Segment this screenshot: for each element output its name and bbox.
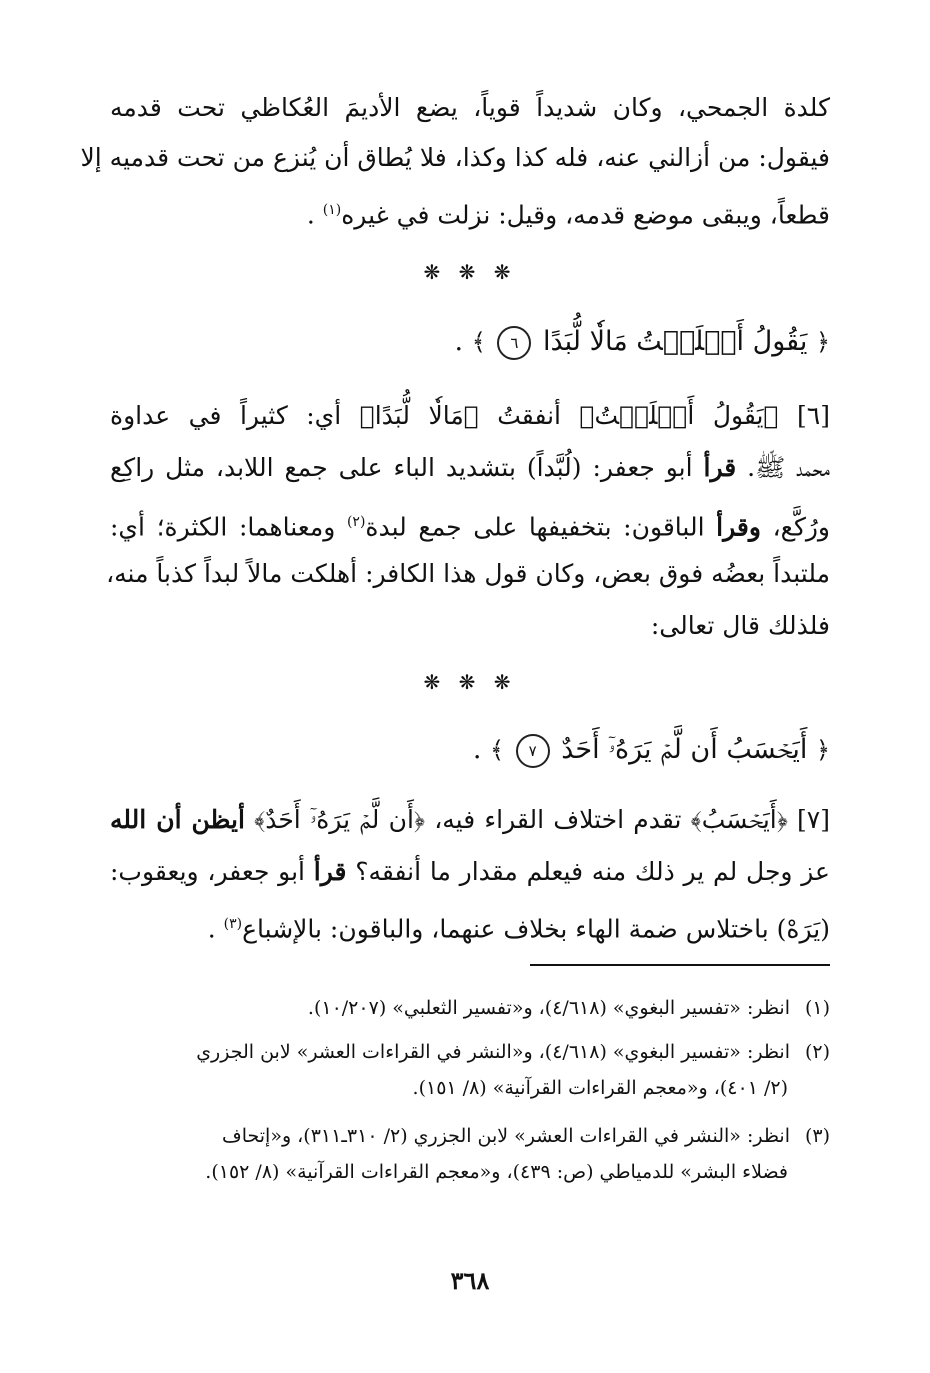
paragraph-line: عز وجل لم ير ذلك منه فيعلم مقدار ما أنفقه؟ قرأ أبو جعفر، ويعقوب:: [110, 857, 830, 886]
paragraph-line: كلدة الجمحي، وكان شديداً قوياً، يضع الأديمَ العُكاظي تحت قدمه: [110, 93, 830, 122]
paragraph-line: قطعاً، ويبقى موضع قدمه، وقيل: نزلت في غيره$^{(١)}$ .: [306, 200, 830, 230]
footnote-3-cont: فضلاء البشر» للدمياطي (ص: ٤٣٩)، و«معجم القراءات القرآنية» (٨/ ١٥٢).: [205, 1161, 788, 1183]
paragraph-line: [٦] ﴿يَقُولُ أَهۡلَكۡتُ﴾ أنفقتُ ﴿مَالٗا لُّبَدًا﴾ أي: كثيراً في عداوة: [110, 401, 830, 430]
footnote-number: (٣): [804, 1125, 830, 1147]
footnote-ref[interactable]: (٢): [346, 514, 366, 530]
footnote-2: (٢)انظر: «تفسير البغوي» (٤/٦١٨)، و«النشر في القراءات العشر» لابن الجزري: [110, 1034, 830, 1070]
verse-number-marker: ٧: [516, 734, 550, 768]
verse-number-marker: ٦: [497, 326, 531, 360]
paragraph-line: ورُكَّع، وقرأ الباقون: بتخفيفها على جمع لبدة$^{(٢)}$ ومعناهما: الكثرة؛ أي:: [110, 512, 830, 542]
footnote-number: (٢): [804, 1041, 830, 1063]
paragraph-line: ملتبداً بعضُه فوق بعض، وكان قول هذا الكافر: أهلكت مالاً لبداً كذباً منه،: [106, 559, 830, 588]
section-separator: ❋ ❋ ❋: [423, 260, 517, 284]
verse-text: يَقُولُ أَهۡلَكۡتُ مَالٗا لُّبَدًا: [542, 326, 808, 357]
paragraph-line: (يَرَهْ) باختلاس ضمة الهاء بخلاف عنهما، والباقون: بالإشباع$^{(٣)}$ .: [207, 914, 830, 944]
page-body: [80, 88, 830, 1373]
footnote-divider: [530, 964, 830, 966]
footnote-number: (١): [804, 997, 830, 1019]
footnote-3: (٣)انظر: «النشر في القراءات العشر» لابن الجزري (٢/ ٣١٠ـ٣١١)، و«إتحاف: [110, 1118, 830, 1154]
footnote-ref[interactable]: (١): [322, 202, 342, 218]
footnote-ref[interactable]: (٣): [223, 916, 243, 932]
paragraph-line: فلذلك قال تعالى:: [650, 611, 830, 640]
quran-verse-7: ﴿ أَيَحۡسَبُ أَن لَّمۡ يَرَهُۥٓ أَحَدٌ ٧ ﴾ .: [110, 728, 830, 772]
page-number: ٣٦٨: [450, 1266, 490, 1295]
footnote-1: (١)انظر: «تفسير البغوي» (٤/٦١٨)، و«تفسير الثعلبي» (١٠/٢٠٧).: [110, 990, 830, 1026]
footnote-2-cont: (٢/ ٤٠١)، و«معجم القراءات القرآنية» (٨/ ١٥١).: [412, 1077, 788, 1099]
quran-verse-6: ﴿ يَقُولُ أَهۡلَكۡتُ مَالٗا لُّبَدًا ٦ ﴾ .: [110, 320, 830, 364]
verse-text: أَيَحۡسَبُ أَن لَّمۡ يَرَهُۥٓ أَحَدٌ: [561, 734, 808, 765]
paragraph-line: فيقول: من أزالني عنه، فله كذا وكذا، فلا يُطاق أن يُنزع من تحت قدميه إلا: [80, 143, 830, 172]
paragraph-line: محمد ﷺ. قرأ أبو جعفر: (لُبَّداً) بتشديد الباء على جمع اللابد، مثل راكِع: [110, 453, 830, 482]
section-separator: ❋ ❋ ❋: [423, 670, 517, 694]
paragraph-line: [٧] ﴿أَيَحۡسَبُ﴾ تقدم اختلاف القراء فيه، ﴿أَن لَّمۡ يَرَهُۥٓ أَحَدٌ﴾ أيظن أن الله: [110, 805, 830, 834]
